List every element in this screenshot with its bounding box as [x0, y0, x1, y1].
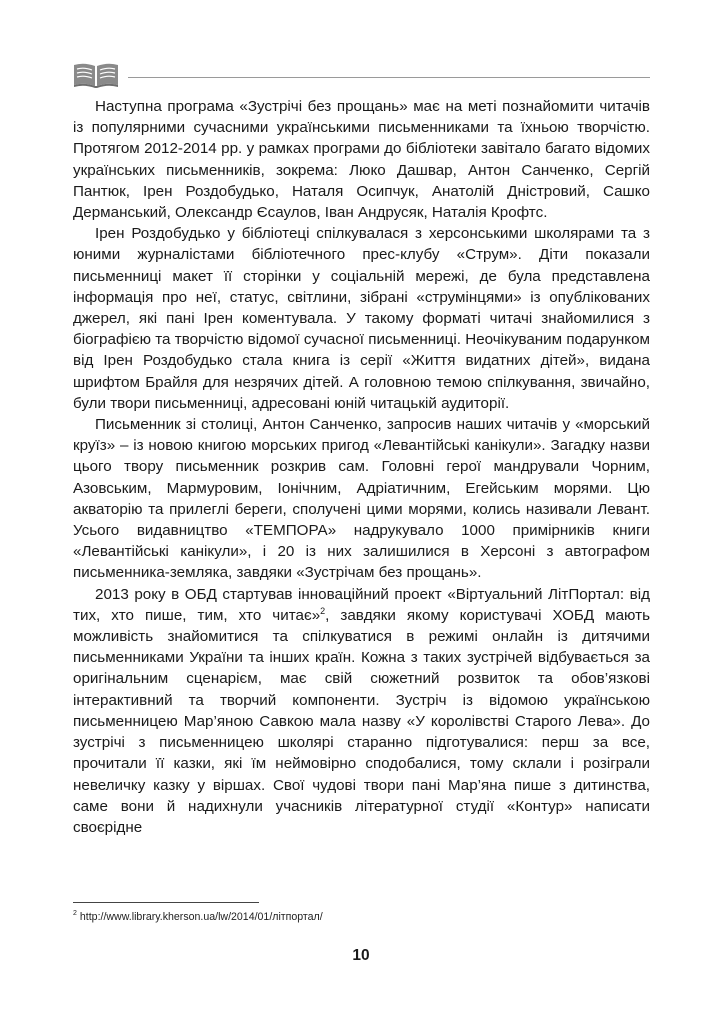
paragraph: Письменник зі столиці, Антон Санченко, запросив наших читачів у «морський круїз» – із новою книгою морських пригод «Левантійські канікули». Загадку назви цього твору письменник розкрив сам. Головні герої мандрували Чорним, Азовським, Мармуровим, Іонічним, Адріатичним, Егейським морями. Цю акваторію та прилеглі береги, сполучені цими морями, колись називали Левант. Усього видавництво «ТЕМПОРА» надрукувало 1000 примірників книги «Левантійські канікули», і 20 із них залишилися в Херсоні з автографом письменника-земляка, завдяки «Зустрічам без прощань».	[73, 416, 650, 582]
footnote	[73, 910, 323, 924]
footnote-link[interactable]: http://www.library.kherson.ua/lw/2014/01/літпортал/	[79, 911, 323, 923]
paragraph-text: , завдяки якому користувачі ХОБД мають можливість знайомитися та спілкуватися в режимі онлайн із дитячими письменниками України та інших країн. Кожна з таких зустрічей відбувається за оригінальним сценарієм, має свій сюжетний розвиток та обов’язкові інтерактивний та творчий компоненти. Зустріч із відомою українською письменницею Мар’яною Савкою мала назву «У королівстві Старого Лева». До зустрічі з письменницею школярі старанно підготувалися: перш за все, прочитали її казки, які їм неймовірно сподобалися, тому склали і розіграли невеличку казку у віршах. Свої чудові твори пані Мар’яна пише з дитинства, саме вони й надихнули учасників літературної студії «Контур» написати своєрідне	[73, 606, 650, 836]
header-divider	[128, 77, 650, 78]
page-number: 10	[352, 947, 370, 964]
paragraph: Ірен Роздобудько у бібліотеці спілкувалася з херсонськими школярами та з юними журналістами бібліотечного прес-клубу «Струм». Діти показали письменниці макет її сторінки у соціальній мережі, де була представлена інформація про неї, статус, світлини, зібрані «струмінцями» із опублікованих джерел, які пані Ірен коментувала. У такому форматі читачі знайомилися з біографією та творчістю відомої сучасної письменниці. Неочікуваним подарунком від Ірен Роздобудько стала книга із серії «Життя видатних дітей», видана шрифтом Брайля для незрячих дітей. А головною темою спілкування, звичайно, були твори письменниці, адресовані юній читацькій аудиторії.	[73, 225, 650, 412]
footnote-reference: 2	[320, 605, 326, 616]
footnote-divider	[73, 902, 259, 903]
paragraph-text: 2013 року в ОБД стартував інноваційний проект «Віртуальний ЛітПортал: від тих, хто пише, тим, хто читає»	[73, 585, 650, 624]
open-book-icon	[72, 61, 120, 89]
paragraph: Наступна програма «Зустрічі без прощань» має на меті познайомити читачів із популярними сучасними українськими письменниками та їхньою творчістю. Протягом 2012-2014 рр. у рамках програми до бібліотеки завітало багато відомих українських письменників, зокрема: Люко Дашвар, Антон Санченко, Сергій Пантюк, Ірен Роздобудько, Наталя Осипчук, Анатолій Дністровий, Сашко Дерманський, Олександр Єсаулов, Іван Андрусяк, Наталія Крофтс.	[73, 98, 650, 222]
paragraph	[73, 584, 650, 838]
main-text	[73, 96, 650, 838]
footnote-number: 2	[73, 910, 77, 918]
